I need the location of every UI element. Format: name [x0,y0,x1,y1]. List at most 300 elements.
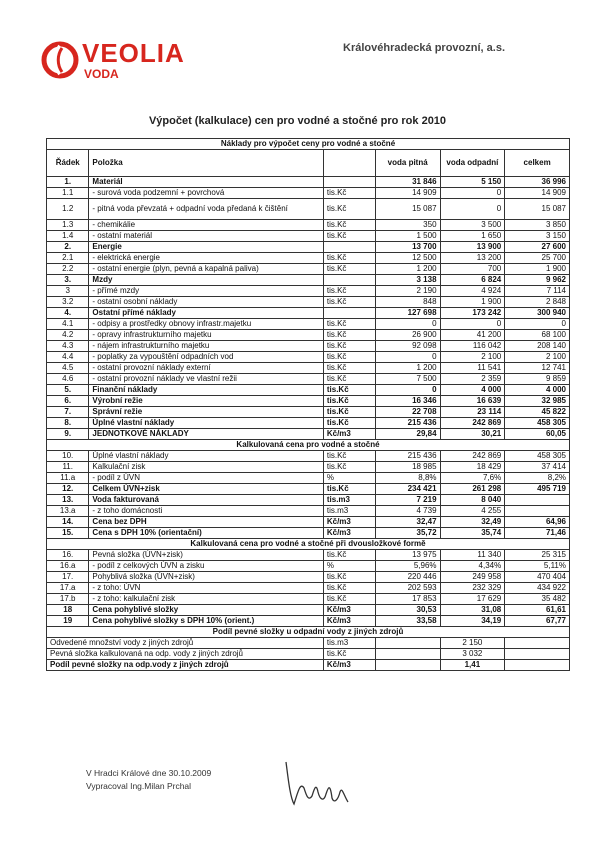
value-voda-pitna [375,638,440,649]
value-voda-pitna: 0 [375,319,440,330]
row-label: - pitná voda převzatá + odpadní voda předaná k čištění [89,199,323,220]
value-voda-pitna: 3 138 [375,275,440,286]
value-voda-odpadni: 0 [440,199,505,220]
value-voda-odpadni: 261 298 [440,484,505,495]
row-label: Cena s DPH 10% (orientační) [89,528,323,539]
value-voda-pitna: 31 846 [375,177,440,188]
value-voda-pitna: 234 421 [375,484,440,495]
table-row [47,231,570,242]
row-number: 2. [47,242,89,253]
row-unit: tis.Kč [323,199,375,220]
table-row [47,286,570,297]
value-voda-pitna: 26 900 [375,330,440,341]
value-voda-odpadni: 30,21 [440,429,505,440]
value-celkem: 37 414 [505,462,570,473]
row-unit: Kč/m3 [323,660,375,671]
table-row [47,616,570,627]
value-voda-odpadni: 242 869 [440,418,505,429]
row-number: 3.2 [47,297,89,308]
row-label: Pevná složka kalkulovaná na odp. vody z jiných zdrojů [47,649,324,660]
value-celkem: 4 000 [505,385,570,396]
value-celkem: 45 822 [505,407,570,418]
row-unit: tis.m3 [323,506,375,517]
value-voda-odpadni: 11 340 [440,550,505,561]
value-celkem: 0 [505,319,570,330]
value-voda-pitna: 215 436 [375,451,440,462]
row-number: 14. [47,517,89,528]
section-header [47,440,570,451]
row-unit: tis.Kč [323,231,375,242]
row-number: 1.1 [47,188,89,199]
row-unit: Kč/m3 [323,517,375,528]
row-unit: tis.Kč [323,264,375,275]
value-voda-odpadni: 4 255 [440,506,505,517]
table-row [47,429,570,440]
value-voda-pitna: 32,47 [375,517,440,528]
row-unit: tis.m3 [323,495,375,506]
table-row [47,495,570,506]
table-row [47,177,570,188]
row-number: 8. [47,418,89,429]
value-voda-odpadni: 1 900 [440,297,505,308]
value-voda-pitna: 7 219 [375,495,440,506]
row-number: 16.a [47,561,89,572]
table-row [47,319,570,330]
value-voda-pitna [375,649,440,660]
row-number: 10. [47,451,89,462]
table-row [47,484,570,495]
row-number: 13.a [47,506,89,517]
col-voda-pitna: voda pitná [375,150,440,177]
row-label: Finanční náklady [89,385,323,396]
row-number: 13. [47,495,89,506]
value-voda-pitna: 2 190 [375,286,440,297]
table-row [47,561,570,572]
row-label: Materiál [89,177,323,188]
value-celkem: 3 850 [505,220,570,231]
value-celkem: 12 741 [505,363,570,374]
table-row [47,242,570,253]
value-voda-pitna: 1 200 [375,264,440,275]
table-row [47,473,570,484]
table-row [47,506,570,517]
table-row [47,363,570,374]
value-voda-odpadni: 0 [440,188,505,199]
table-row [47,374,570,385]
value-celkem: 5,11% [505,561,570,572]
value-voda-odpadni: 31,08 [440,605,505,616]
table-row [47,341,570,352]
value-voda-odpadni: 11 541 [440,363,505,374]
value-voda-odpadni: 35,74 [440,528,505,539]
row-label: JEDNOTKOVÉ NÁKLADY [89,429,323,440]
value-voda-pitna: 17 853 [375,594,440,605]
section-title: Podíl pevné složky u odpadní vody z jiných zdrojů [47,627,570,638]
value-celkem: 35 482 [505,594,570,605]
value-voda-pitna: 350 [375,220,440,231]
col-voda-odpadni: voda odpadní [440,150,505,177]
row-label: Cena pohyblivé složky [89,605,323,616]
value-celkem: 1 900 [505,264,570,275]
table-row [47,275,570,286]
row-unit: tis.Kč [323,462,375,473]
table-row [47,418,570,429]
row-unit: tis.Kč [323,319,375,330]
row-label: - surová voda podzemní + povrchová [89,188,323,199]
section-header [47,627,570,638]
footer-place-date: V Hradci Králové dne 30.10.2009 [86,768,212,778]
value-voda-odpadni: 1 650 [440,231,505,242]
row-label: Voda fakturovaná [89,495,323,506]
value-celkem [505,649,570,660]
row-number: 2.2 [47,264,89,275]
row-label: - ostatní provozní náklady ve vlastní režii [89,374,323,385]
row-label: - nájem infrastrukturního majetku [89,341,323,352]
row-number: 11. [47,462,89,473]
value-voda-pitna: 127 698 [375,308,440,319]
row-label: Podíl pevné složky na odp.vody z jiných zdrojů [47,660,324,671]
value-voda-odpadni: 4 000 [440,385,505,396]
veolia-logo-icon [40,40,80,80]
row-unit: Kč/m3 [323,528,375,539]
row-number: 17. [47,572,89,583]
value-voda-pitna: 16 346 [375,396,440,407]
row-label: Energie [89,242,323,253]
row-unit: tis.Kč [323,594,375,605]
value-celkem: 3 150 [505,231,570,242]
value-voda-pitna: 30,53 [375,605,440,616]
row-number: 3 [47,286,89,297]
footer-prepared-by: Vypracoval Ing.Milan Prchal [86,781,192,791]
row-label: Úplné vlastní náklady [89,418,323,429]
value-voda-odpadni: 232 329 [440,583,505,594]
row-label: - ostatní energie (plyn, pevná a kapalná paliva) [89,264,323,275]
value-voda-pitna: 8,8% [375,473,440,484]
value-voda-odpadni: 34,19 [440,616,505,627]
value-celkem: 495 719 [505,484,570,495]
table-row [47,264,570,275]
row-number: 4.4 [47,352,89,363]
row-number: 5. [47,385,89,396]
value-voda-pitna: 220 446 [375,572,440,583]
row-label: - přímé mzdy [89,286,323,297]
section-title: Náklady pro výpočet ceny pro vodné a stočné [47,139,570,150]
value-celkem: 67,77 [505,616,570,627]
value-celkem: 2 100 [505,352,570,363]
value-voda-odpadni: 2 359 [440,374,505,385]
row-unit: tis.Kč [323,484,375,495]
row-unit: tis.Kč [323,374,375,385]
value-voda-odpadni: 17 629 [440,594,505,605]
row-unit: tis.Kč [323,451,375,462]
row-unit [323,242,375,253]
value-voda-pitna: 14 909 [375,188,440,199]
calculation-table [46,138,570,671]
row-label: - chemikálie [89,220,323,231]
col-radek: Řádek [47,150,89,177]
value-voda-odpadni: 2 100 [440,352,505,363]
table-row [47,528,570,539]
value-voda-pitna: 1 200 [375,363,440,374]
row-number: 11.a [47,473,89,484]
row-unit: Kč/m3 [323,429,375,440]
table-row [47,330,570,341]
value-celkem: 458 305 [505,451,570,462]
value-celkem: 15 087 [505,199,570,220]
row-label: Úplné vlastní náklady [89,451,323,462]
value-celkem [505,495,570,506]
row-label: - ostatní provozní náklady externí [89,363,323,374]
row-label: - elektrická energie [89,253,323,264]
row-unit: Kč/m3 [323,605,375,616]
value-voda-odpadni: 13 200 [440,253,505,264]
value-celkem: 68 100 [505,330,570,341]
value-voda-pitna: 0 [375,385,440,396]
value-celkem [505,660,570,671]
row-label: Cena pohyblivé složky s DPH 10% (orient.) [89,616,323,627]
value-voda-odpadni: 7,6% [440,473,505,484]
value-celkem: 9 859 [505,374,570,385]
row-label: - z toho: ÚVN [89,583,323,594]
value-voda-pitna: 215 436 [375,418,440,429]
table-row [47,188,570,199]
row-number: 4.2 [47,330,89,341]
value-voda-pitna: 22 708 [375,407,440,418]
col-unit [323,150,375,177]
row-unit: tis.Kč [323,253,375,264]
row-label: - podíl z ÚVN [89,473,323,484]
row-number: 4.6 [47,374,89,385]
value-celkem: 470 404 [505,572,570,583]
row-label: - ostatní materiál [89,231,323,242]
value-voda-odpadni: 1,41 [440,660,505,671]
row-number: 1.4 [47,231,89,242]
row-unit: tis.Kč [323,550,375,561]
value-voda-odpadni: 18 429 [440,462,505,473]
row-unit: % [323,473,375,484]
logo-wordmark: VEOLIA [82,38,185,68]
value-voda-odpadni: 249 958 [440,572,505,583]
value-celkem: 36 996 [505,177,570,188]
table-row [47,451,570,462]
row-unit: % [323,561,375,572]
value-voda-odpadni: 5 150 [440,177,505,188]
row-label: Pevná složka (ÚVN+zisk) [89,550,323,561]
row-unit: tis.Kč [323,286,375,297]
value-voda-pitna: 0 [375,352,440,363]
row-unit: tis.Kč [323,385,375,396]
row-number: 15. [47,528,89,539]
row-number: 1.2 [47,199,89,220]
value-voda-pitna: 202 593 [375,583,440,594]
value-voda-pitna: 15 087 [375,199,440,220]
column-header-row [47,150,570,177]
value-voda-pitna: 92 098 [375,341,440,352]
row-label: Správní režie [89,407,323,418]
value-voda-pitna: 848 [375,297,440,308]
value-celkem: 8,2% [505,473,570,484]
value-voda-odpadni: 2 150 [440,638,505,649]
value-celkem: 300 940 [505,308,570,319]
value-voda-pitna: 13 700 [375,242,440,253]
row-unit: tis.Kč [323,407,375,418]
row-label: Mzdy [89,275,323,286]
value-celkem: 7 114 [505,286,570,297]
value-voda-pitna: 18 985 [375,462,440,473]
row-label: - z toho: kalkulační zisk [89,594,323,605]
row-unit [323,177,375,188]
row-label: - z toho domácnosti [89,506,323,517]
section-title: Kalkulovaná cena pro vodné a stočné [47,440,570,451]
row-unit [323,275,375,286]
value-voda-odpadni: 4 924 [440,286,505,297]
row-label: Kalkulační zisk [89,462,323,473]
row-unit: tis.Kč [323,352,375,363]
value-voda-pitna: 1 500 [375,231,440,242]
logo-subtitle: VODA [84,67,119,81]
row-label: Celkem ÚVN+zisk [89,484,323,495]
company-name: Královéhradecká provozní, a.s. [343,42,506,54]
veolia-logo [40,38,200,88]
value-celkem: 64,96 [505,517,570,528]
value-celkem [505,506,570,517]
row-label: Pohyblivá složka (ÚVN+zisk) [89,572,323,583]
row-label: - odpisy a prostředky obnovy infrastr.majetku [89,319,323,330]
row-unit: tis.Kč [323,341,375,352]
value-voda-odpadni: 3 032 [440,649,505,660]
value-voda-pitna: 29,84 [375,429,440,440]
value-celkem: 434 922 [505,583,570,594]
table-row [47,594,570,605]
row-label: - ostatní osobní náklady [89,297,323,308]
value-voda-odpadni: 13 900 [440,242,505,253]
table-row [47,638,570,649]
row-number: 2.1 [47,253,89,264]
handwritten-signature [278,752,358,812]
value-voda-odpadni: 41 200 [440,330,505,341]
table-row [47,253,570,264]
table-row [47,220,570,231]
row-number: 1. [47,177,89,188]
row-number: 4.5 [47,363,89,374]
row-unit: tis.Kč [323,572,375,583]
row-unit: tis.Kč [323,220,375,231]
value-voda-pitna: 13 975 [375,550,440,561]
row-label: Ostatní přímé náklady [89,308,323,319]
value-voda-odpadni: 173 242 [440,308,505,319]
row-number: 3. [47,275,89,286]
row-label: Výrobní režie [89,396,323,407]
row-number: 17.b [47,594,89,605]
value-celkem: 32 985 [505,396,570,407]
document-title: Výpočet (kalkulace) cen pro vodné a stočné pro rok 2010 [148,115,447,127]
section-title: Kalkulovaná cena pro vodné a stočné při dvousložkové formě [47,539,570,550]
row-number: 17.a [47,583,89,594]
value-voda-odpadni: 0 [440,319,505,330]
row-unit: tis.Kč [323,418,375,429]
row-number: 16. [47,550,89,561]
table-row [47,649,570,660]
table-row [47,199,570,220]
value-celkem: 60,05 [505,429,570,440]
row-number: 4.3 [47,341,89,352]
row-number: 12. [47,484,89,495]
row-label: - podíl z celkových ÚVN a zisku [89,561,323,572]
value-voda-pitna: 12 500 [375,253,440,264]
row-unit: tis.Kč [323,330,375,341]
table-row [47,572,570,583]
value-celkem: 9 962 [505,275,570,286]
row-unit: tis.Kč [323,583,375,594]
table-row [47,352,570,363]
row-unit [323,308,375,319]
value-voda-odpadni: 242 869 [440,451,505,462]
row-number: 4. [47,308,89,319]
value-voda-odpadni: 116 042 [440,341,505,352]
value-celkem: 458 305 [505,418,570,429]
table-row [47,660,570,671]
row-number: 4.1 [47,319,89,330]
value-voda-pitna: 33,58 [375,616,440,627]
value-celkem: 71,46 [505,528,570,539]
value-voda-odpadni: 32,49 [440,517,505,528]
table-row [47,297,570,308]
table-row [47,550,570,561]
table-row [47,517,570,528]
value-voda-pitna: 4 739 [375,506,440,517]
table-row [47,583,570,594]
row-unit: tis.Kč [323,297,375,308]
row-unit: tis.Kč [323,363,375,374]
value-celkem: 208 140 [505,341,570,352]
row-number: 6. [47,396,89,407]
value-voda-odpadni: 4,34% [440,561,505,572]
value-celkem: 2 848 [505,297,570,308]
row-unit: Kč/m3 [323,616,375,627]
value-voda-pitna [375,660,440,671]
value-celkem [505,638,570,649]
row-unit: tis.Kč [323,396,375,407]
row-label: Cena bez DPH [89,517,323,528]
row-number: 9. [47,429,89,440]
value-voda-pitna: 5,96% [375,561,440,572]
value-voda-odpadni: 3 500 [440,220,505,231]
row-unit: tis.m3 [323,638,375,649]
col-celkem: celkem [505,150,570,177]
row-label: - poplatky za vypouštění odpadních vod [89,352,323,363]
table-row [47,407,570,418]
value-voda-odpadni: 700 [440,264,505,275]
col-polozka: Položka [89,150,323,177]
value-voda-pitna: 35,72 [375,528,440,539]
value-voda-odpadni: 16 639 [440,396,505,407]
value-voda-odpadni: 8 040 [440,495,505,506]
section-header [47,539,570,550]
row-number: 1.3 [47,220,89,231]
table-row [47,396,570,407]
value-voda-odpadni: 23 114 [440,407,505,418]
table-row [47,308,570,319]
row-number: 7. [47,407,89,418]
row-number: 19 [47,616,89,627]
value-celkem: 14 909 [505,188,570,199]
row-number: 18 [47,605,89,616]
table-row [47,605,570,616]
value-celkem: 25 700 [505,253,570,264]
row-label: Odvedené množství vody z jiných zdrojů [47,638,324,649]
value-celkem: 27 600 [505,242,570,253]
value-celkem: 61,61 [505,605,570,616]
